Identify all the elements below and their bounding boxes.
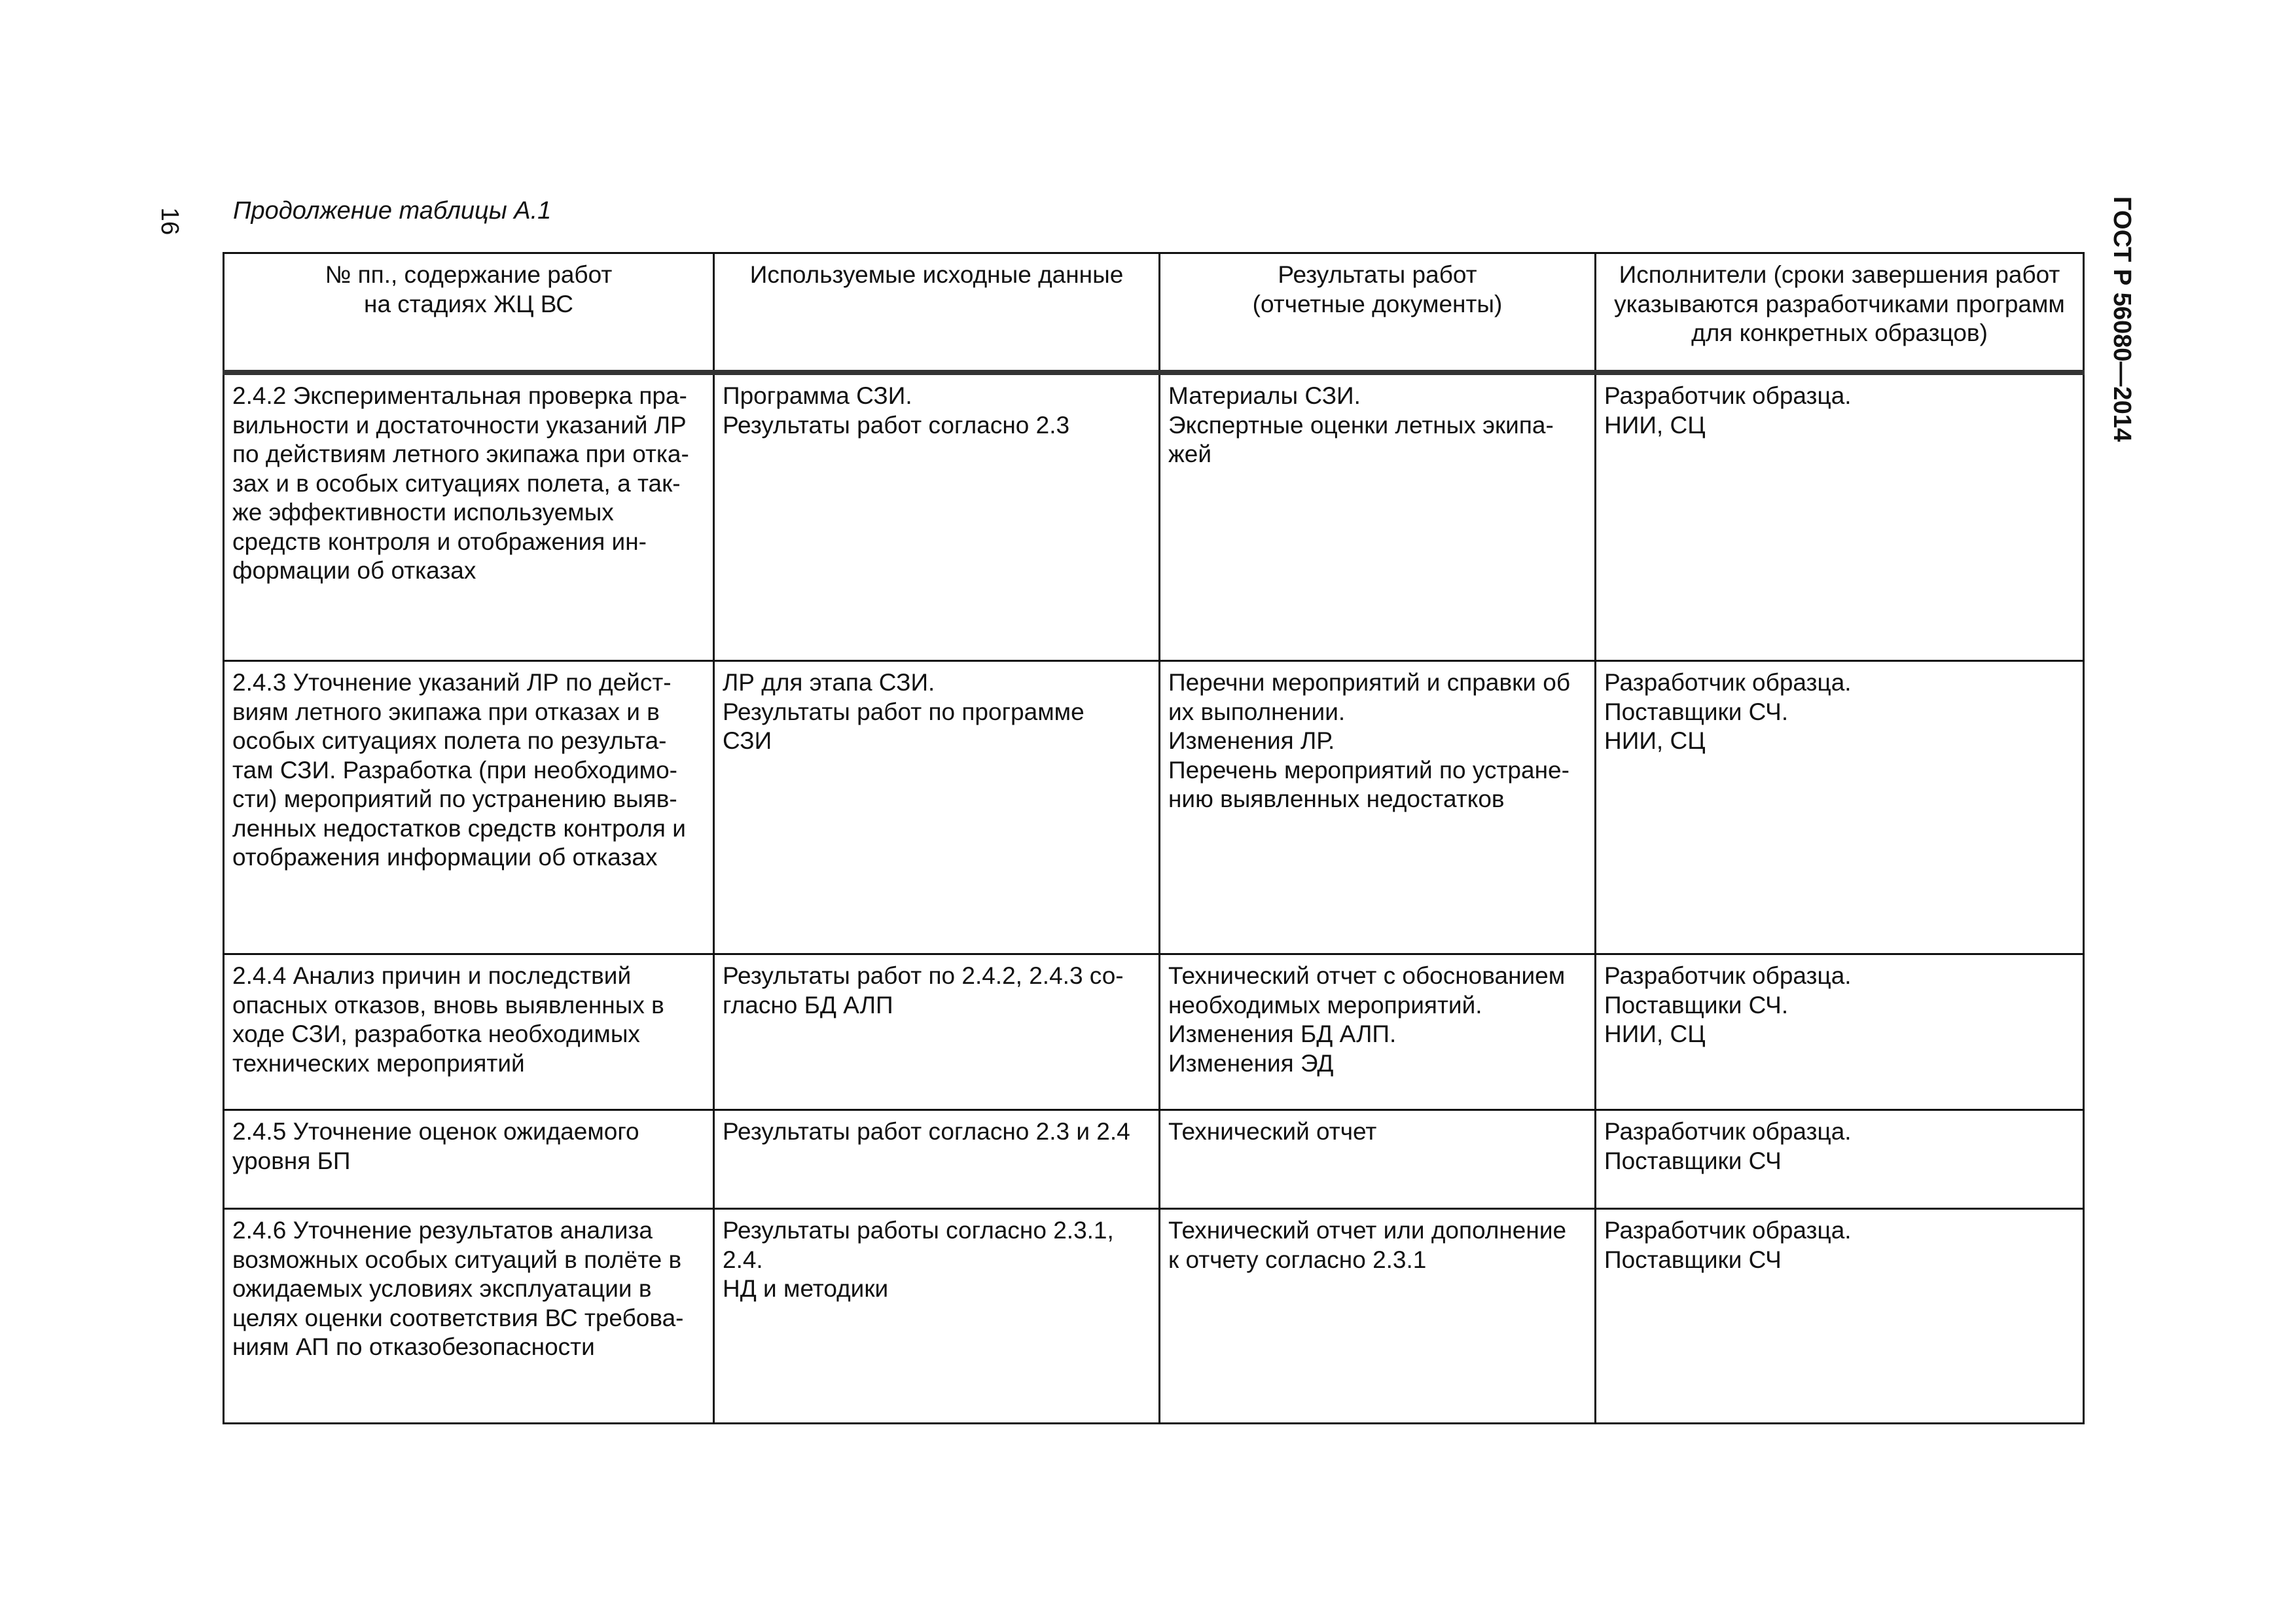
cell-executors: Разработчик образца. Поставщики СЧ — [1596, 1110, 2084, 1209]
table-row — [224, 1110, 2084, 1209]
cell-input-data: Программа СЗИ. Результаты работ согласно 2.3 — [714, 372, 1160, 661]
table-row — [224, 954, 2084, 1110]
cell-executors: Разработчик образца. Поставщики СЧ. НИИ, СЦ — [1596, 661, 2084, 954]
cell-results: Технический отчет или дополнение к отчету согласно 2.3.1 — [1160, 1209, 1596, 1424]
cell-results: Технический отчет — [1160, 1110, 1596, 1209]
cell-work: 2.4.5 Уточнение оценок ожидаемого уровня БП — [224, 1110, 714, 1209]
table-header-row — [224, 253, 2084, 373]
cell-results: Перечни мероприятий и справки об их выполнении. Изменения ЛР. Перечень мероприятий по устране- нию выявленных недостатков — [1160, 661, 1596, 954]
cell-executors: Разработчик образца. Поставщики СЧ. НИИ, СЦ — [1596, 954, 2084, 1110]
table-row — [224, 1209, 2084, 1424]
cell-work: 2.4.6 Уточнение результатов анализа возможных особых ситуаций в полёте в ожидаемых условиях эксплуатации в целях оценки соответствия ВС требова- ниям АП по отказобезопасности — [224, 1209, 714, 1424]
cell-input-data: Результаты работы согласно 2.3.1, 2.4. НД и методики — [714, 1209, 1160, 1424]
cell-executors: Разработчик образца. НИИ, СЦ — [1596, 372, 2084, 661]
standard-designation: ГОСТ Р 56080—2014 — [2108, 196, 2136, 442]
cell-input-data: Результаты работ по 2.4.2, 2.4.3 со- гласно БД АЛП — [714, 954, 1160, 1110]
cell-executors: Разработчик образца. Поставщики СЧ — [1596, 1209, 2084, 1424]
cell-results: Технический отчет с обоснованием необходимых мероприятий. Изменения БД АЛП. Изменения ЭД — [1160, 954, 1596, 1110]
table-row — [224, 372, 2084, 661]
table-row — [224, 661, 2084, 954]
header-work: № пп., содержание работ на стадиях ЖЦ ВС — [224, 253, 714, 373]
header-executors: Исполнители (сроки завершения работ указываются разработчиками программ для конкретных образцов) — [1596, 253, 2084, 373]
header-input-data: Используемые исходные данные — [714, 253, 1160, 373]
cell-results: Материалы СЗИ. Экспертные оценки летных экипа- жей — [1160, 372, 1596, 661]
cell-work: 2.4.2 Экспериментальная проверка пра- вильности и достаточности указаний ЛР по действиям летного экипажа при отка- зах и в особых ситуациях полета, а так- же эффективности используемых средств контроля и отображения ин- формации об отказах — [224, 372, 714, 661]
header-results: Результаты работ (отчетные документы) — [1160, 253, 1596, 373]
cell-input-data: ЛР для этапа СЗИ. Результаты работ по программе СЗИ — [714, 661, 1160, 954]
cell-work: 2.4.3 Уточнение указаний ЛР по дейст- виям летного экипажа при отказах и в особых ситуациях полета по результа- там СЗИ. Разработка (при необходимо- сти) мероприятий по устранению выяв- ленных недостатков средств контроля и отображения информации об отказах — [224, 661, 714, 954]
page-number: 16 — [156, 207, 183, 236]
table-caption: Продолжение таблицы А.1 — [233, 197, 552, 225]
works-table — [223, 252, 2085, 1424]
cell-work: 2.4.4 Анализ причин и последствий опасных отказов, вновь выявленных в ходе СЗИ, разработка необходимых технических мероприятий — [224, 954, 714, 1110]
cell-input-data: Результаты работ согласно 2.3 и 2.4 — [714, 1110, 1160, 1209]
